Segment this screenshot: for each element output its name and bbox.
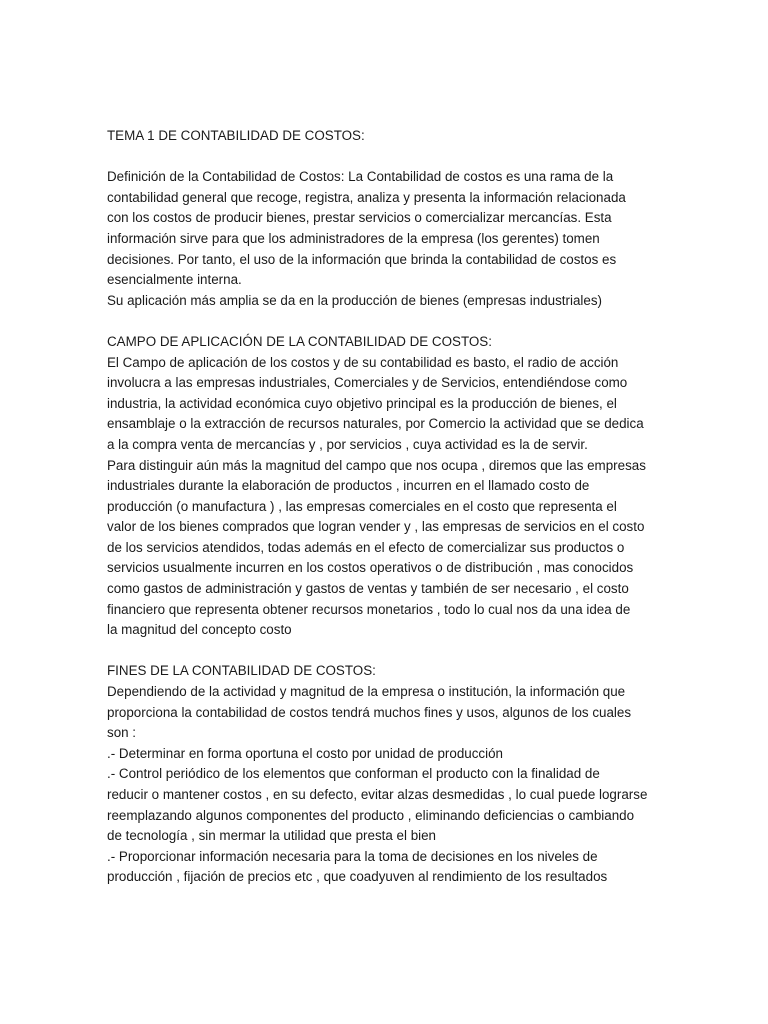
text-line: CAMPO DE APLICACIÓN DE LA CONTABILIDAD DE COSTOS: (107, 333, 492, 349)
text-line: .- Determinar en forma oportuna el costo por unidad de producción (107, 745, 503, 761)
text-line: El Campo de aplicación de los costos y de su contabilidad es basto, el radio de acción (107, 354, 619, 370)
text-line: información sirve para que los administradores de la empresa (los gerentes) tomen (107, 230, 600, 246)
text-line: a la compra venta de mercancías y , por servicios , cuya actividad es la de servir. (107, 436, 588, 452)
text-line: .- Proporcionar información necesaria para la toma de decisiones en los niveles de (107, 848, 598, 864)
text-line: la magnitud del concepto costo (107, 622, 292, 638)
text-line: TEMA 1 DE CONTABILIDAD DE COSTOS: (107, 128, 365, 143)
text-line: son : (107, 725, 137, 741)
text-line: de los servicios atendidos, todas además en el efecto de comercializar sus productos o (107, 539, 625, 555)
text-line: esencialmente interna. (107, 272, 242, 288)
text-line: .- Control periódico de los elementos que conforman el producto con la finalidad de (107, 766, 600, 782)
text-line: Su aplicación más amplia se da en la producción de bienes (empresas industriales) (107, 292, 602, 308)
text-line: reducir o mantener costos , en su defecto, evitar alzas desmedidas , lo cual puede lograrse (107, 787, 648, 802)
text-line: Definición de la Contabilidad de Costos: La Contabilidad de costos es una rama de la (107, 169, 614, 185)
text-line: decisiones. Por tanto, el uso de la información que brinda la contabilidad de costos es (107, 251, 617, 267)
blank-line (107, 641, 667, 662)
text-line: financiero que representa obtener recursos monetarios , todo lo cual nos da una idea de (107, 601, 631, 617)
text-line: de tecnología , sin mermar la utilidad que presta el bien (107, 828, 437, 844)
text-line: producción , fijación de precios etc , que coadyuven al rendimiento de los resultados (107, 869, 608, 885)
blank-line (107, 311, 667, 332)
blank-line (107, 147, 667, 168)
text-line: como gastos de administración y gastos de ventas y también de ser necesario , el costo (107, 581, 629, 597)
text-line: industria, la actividad económica cuyo objetivo principal es la producción de bienes, el (107, 395, 617, 411)
text-line: producción (o manufactura ) , las empresas comerciales en el costo que representa el (107, 498, 617, 514)
text-line: Dependiendo de la actividad y magnitud de la empresa o institución, la información que (107, 684, 626, 700)
document-page (107, 126, 667, 888)
text-line: contabilidad general que recoge, registra, analiza y presenta la información relacionada (107, 189, 626, 205)
text-line: Para distinguir aún más la magnitud del campo que nos ocupa , diremos que las empresas (107, 457, 646, 473)
text-line: con los costos de producir bienes, prestar servicios o comercializar mercancías. Esta (107, 210, 612, 226)
text-line: reemplazando algunos componentes del producto , eliminando deficiencias o cambiando (107, 807, 635, 823)
text-line: proporciona la contabilidad de costos tendrá muchos fines y usos, algunos de los cuales (107, 704, 632, 720)
text-line: valor de los bienes comprados que logran vender y , las empresas de servicios en el costo (107, 519, 645, 535)
text-line: ensamblaje o la extracción de recursos naturales, por Comercio la actividad que se dedica (107, 416, 644, 432)
text-line: involucra a las empresas industriales, Comerciales y de Servicios, entendiéndose como (107, 375, 628, 391)
text-line: industriales durante la elaboración de productos , incurren en el llamado costo de (107, 478, 590, 494)
text-line: FINES DE LA CONTABILIDAD DE COSTOS: (107, 663, 376, 679)
text-line: servicios usualmente incurren en los costos operativos o de distribución , mas conocidos (107, 560, 634, 576)
